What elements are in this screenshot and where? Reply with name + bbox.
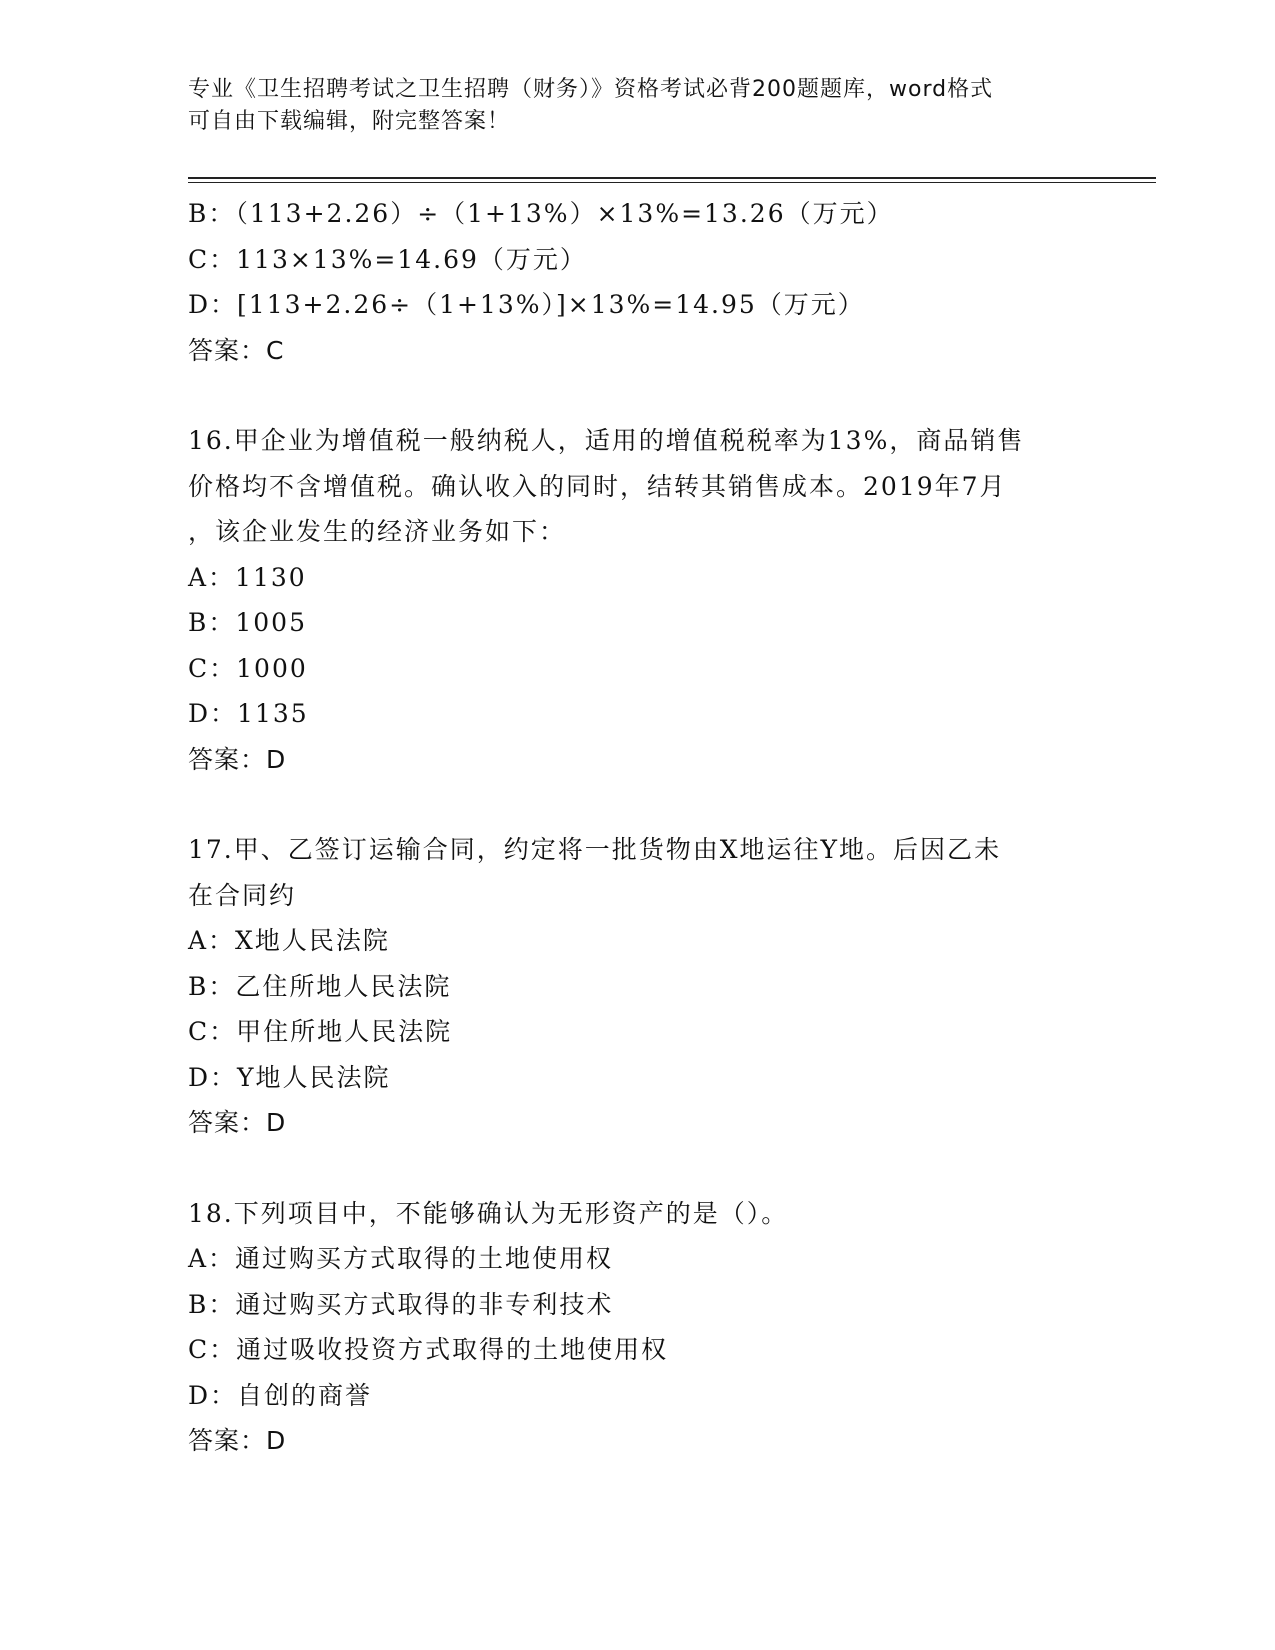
header-divider-thin bbox=[188, 182, 1156, 183]
question-stem-line: 价格均不含增值税。确认收入的同时，结转其销售成本。2019年7月 bbox=[188, 471, 1007, 501]
option-d: D：自创的商誉 bbox=[188, 1380, 373, 1410]
question-18 bbox=[188, 1191, 1088, 1464]
document-header bbox=[188, 74, 1088, 138]
header-divider-thick bbox=[188, 177, 1156, 179]
answer-line: 答案：D bbox=[188, 1426, 287, 1455]
option-b: B：1005 bbox=[188, 608, 307, 637]
option-c: C：1000 bbox=[188, 653, 308, 683]
option-c: C：通过吸收投资方式取得的土地使用权 bbox=[188, 1335, 669, 1364]
question-stem-line: 18.下列项目中，不能够确认为无形资产的是（）。 bbox=[188, 1198, 789, 1228]
option-a: A：通过购买方式取得的土地使用权 bbox=[188, 1244, 614, 1273]
spacer bbox=[188, 373, 1088, 418]
option-a: A：X地人民法院 bbox=[188, 926, 390, 955]
option-c: C：113×13%=14.69（万元） bbox=[188, 244, 587, 274]
question-stem-line: ，该企业发生的经济业务如下： bbox=[188, 517, 567, 546]
option-b: B：通过购买方式取得的非专利技术 bbox=[188, 1289, 614, 1319]
document-body bbox=[188, 191, 1088, 1464]
option-b: B：（113+2.26）÷（1+13%）×13%=13.26（万元） bbox=[188, 199, 894, 228]
question-16 bbox=[188, 418, 1088, 782]
question-stem-line: 16.甲企业为增值税一般纳税人，适用的增值税税率为13%，商品销售 bbox=[188, 426, 1025, 455]
question-stem-line: 在合同约 bbox=[188, 880, 297, 910]
answer-line: 答案：C bbox=[188, 335, 285, 365]
answer-line: 答案：D bbox=[188, 744, 287, 774]
option-d: D：[113+2.26÷（1+13%）]×13%=14.95（万元） bbox=[188, 290, 865, 319]
option-a: A：1130 bbox=[188, 562, 307, 592]
question-15-continued bbox=[188, 191, 1088, 373]
spacer bbox=[188, 1146, 1088, 1191]
option-c: C：甲住所地人民法院 bbox=[188, 1017, 453, 1046]
header-line-1: 专业《卫生招聘考试之卫生招聘（财务）》资格考试必背200题题库，word格式 bbox=[188, 77, 994, 102]
spacer bbox=[188, 782, 1088, 827]
answer-line: 答案：D bbox=[188, 1108, 287, 1137]
header-line-2: 可自由下载编辑，附完整答案！ bbox=[188, 109, 511, 134]
option-b: B：乙住所地人民法院 bbox=[188, 971, 452, 1001]
question-17 bbox=[188, 827, 1088, 1146]
option-d: D：1135 bbox=[188, 699, 309, 728]
question-stem-line: 17.甲、乙签订运输合同，约定将一批货物由X地运往Y地。后因乙未 bbox=[188, 835, 1002, 864]
option-d: D：Y地人民法院 bbox=[188, 1062, 391, 1092]
